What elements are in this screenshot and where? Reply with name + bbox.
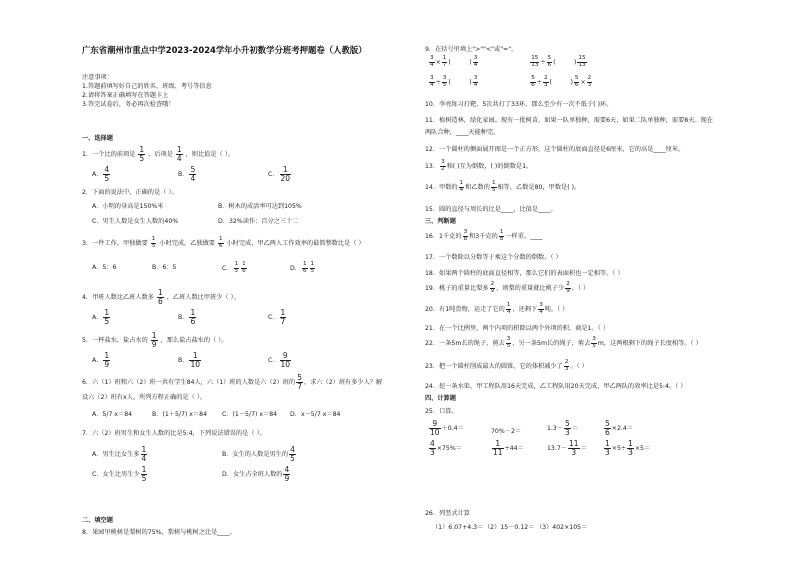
question-8: 8．果园里桃树是梨树的75%，梨树与桃树之比是____。 [82,529,236,536]
question-6: 6．六（1）班和六（2）班一共有学生84人，六（1）班的人数是六（2）班的 $\frac{5}{7}$ ，求六（2）班有多少人？解 [82,373,383,391]
option-a: A． $\frac{1}{5}$ [92,308,110,326]
option-c: C．男生人数是女生人数的40% [92,218,179,225]
option-c: C． $\frac{1}{7}$ [268,308,286,326]
option-c: C． $\frac{1}{5}$ $\frac{1}{6}$ [222,261,246,274]
option-c: C． $\frac{9}{10}$ [268,351,291,369]
question-11-line2: 两队合种，____天能种完。 [425,129,500,136]
question-20: 20．有1吨货物，运走了它的 $\frac{1}{4}$ ，还剩下 $\frac{3}{4}$ 吨。（ ） [425,302,569,315]
option-a: A．男生比女生多 $\frac{1}{4}$ [92,445,147,463]
page-title: 广东省潮州市重点中学2023-2024学年小升初数学分班考押题卷（人教版） [82,45,367,55]
option-d: D． $\frac{1}{6}$ $\frac{1}{5}$ [290,261,315,274]
vertical-calc-2: （2）15－0.12＝ [484,524,535,531]
question-7: 7．六（2）班男生和女生人数的比是5:4，下列说法错误的是（ ）。 [82,430,266,437]
vertical-calc-1: （1）6.07+4.3＝ [432,524,484,531]
q1-text: 1．一个比的前项是 [82,151,136,158]
q1-text: ，后项是 [148,151,173,158]
question-1 [82,146,234,162]
mental-calc-4: $\frac{5}{6}$ ×2.4＝ [605,419,633,437]
mental-calc-6: $\frac{1}{11}$ ÷44＝ [493,439,524,457]
notice-item: 3.答完试卷后，务必再次检查哦！ [82,101,175,108]
question-22: 22．一条5m长的绳子，剪去 $\frac{3}{5}$ ，另一条5m长的绳子，剪去 $\frac{3}{5}$ m，这两根剩下的绳子长度相等。（ ） [425,336,702,349]
section-choice: 一、选择题 [82,135,113,142]
question-3: 3．一件工作，甲独做要 $\frac{1}{5}$ 小时完成，乙独做要 $\frac{1}{6}$ 小时完成，甲乙两人工作效率的最简整数比是（ ） [82,236,365,249]
compare-row-2: $\frac{3}{4}$ ÷ $\frac{3}{5}$ ( ) $\frac{3}{4}$ $\frac{5}{6}$ ÷ $\frac{2}{3}$ ( ) $\frac{5}{6}$ × $\frac{2}{3}$ [430,75,592,88]
question-2: 2．下面的说法中，正确的是（ ）。 [82,189,178,196]
question-25: 25．口算。 [425,408,458,415]
option-b: B．树木的成活率可达到105% [218,203,302,210]
option-b: B． $\frac{5}{4}$ [178,165,196,183]
question-10: 10．李亮练习打靶，5次共打了33环，那么至少有一次不低于( )环。 [425,101,613,108]
question-9: 9．在括号里填上">""<"或"="。 [425,46,518,53]
question-12: 12．一个圆柱的侧面展开图是一个正方形，这个圆柱的底面直径是6厘米，它的高是____厘米。 [425,146,685,153]
compare-row-1: $\frac{3}{4}$ × $\frac{1}{7}$ ( ) $\frac{3}{4}$ $\frac{15}{13}$ ÷ $\frac{5}{6}$ ( ) $\frac{15}{13}$ [430,55,586,68]
question-23: 23．把一个圆柱削成最大的圆锥，它的体积减少了 $\frac{2}{3}$ 。（ ） [425,359,588,372]
mental-calc-7: 13.7－ $\frac{11}{3}$ ＝ [547,439,587,457]
option-a: A． $\frac{4}{5}$ [92,165,110,183]
option-a: A．小明的身高是150%米 [92,203,164,210]
option-a: A．5/7 x＝84 [92,411,133,418]
option-b: B．女生的人数是男生的 $\frac{4}{5}$ [222,445,295,463]
option-a: A．5：6 [92,264,117,271]
question-15: 15．圆的直径与周长的比是____，比值是____。 [425,206,557,213]
option-c: C． $\frac{1}{20}$ [268,165,291,183]
option-c: C．女生比男生少 $\frac{1}{5}$ [92,465,147,483]
question-26: 26．列竖式计算 [425,510,470,517]
question-4: 4．甲班人数比乙班人数多 $\frac{1}{6}$ ，乙班人数比甲班少（ ）。 [82,288,240,306]
fraction: $\frac{1}{5}$ [139,145,145,163]
section-calc: 四、计算题 [425,395,456,402]
question-14: 14．甲数的 $\frac{1}{4}$ 和乙数的 $\frac{1}{5}$ 相等，乙数是80，甲数是( )。 [425,180,581,193]
option-d: D．x－5/7 x＝84 [290,411,341,418]
mental-calc-2: 70%－2＝ [491,428,522,435]
question-5: 5．一杯盐水，盐占水的 $\frac{1}{9}$ ，那么盐占盐水的（ ）。 [82,331,228,349]
question-19: 19．桃子的重量比梨多 $\frac{2}{9}$ ，则梨的重量就比桃子少 $\frac{2}{9}$ 。（ ） [425,281,590,294]
vertical-calc-3: （3）402×105＝ [536,524,588,531]
fraction: $\frac{1}{4}$ [176,145,182,163]
question-24: 24．挖一条水渠，甲工程队用16天完成，乙工程队用20天完成，甲乙两队的效率比是5:4。（ ） [425,383,687,390]
question-16: 16．1千克的 $\frac{3}{8}$ 和3千克的 $\frac{1}{8}$ 一样重。____ [425,229,543,242]
question-11: 11．植树造林，绿化家园。现有一批树苗，如果一队单独种，需要6天，如果二队单独种，需要8天。现在 [425,117,713,124]
option-d: D．32%读作：百分之三十二 [218,218,299,225]
question-6-line2: 设六（2）班有x人。所列方程正确的是（ ）。 [82,394,207,401]
option-d: D．女生占全班人数的 $\frac{4}{9}$ [222,465,290,483]
option-b: B．(1＋5/7) x＝84 [152,411,208,418]
option-b: B． $\frac{1}{10}$ [178,351,200,369]
question-18: 18．如果两个圆柱的底面直径相等，那么它们的表面积也一定相等。（ ） [425,270,624,277]
option-b: B． $\frac{1}{6}$ [178,308,196,326]
section-fill: 二、填空题 [82,517,113,524]
section-judge: 三、判断题 [425,218,456,225]
option-b: B．6：5 [152,264,177,271]
mental-calc-8: $\frac{1}{3}$ ×5÷ $\frac{1}{3}$ ×5＝ [605,439,651,457]
notice-item: 2.请将答案正确填写在答题卡上 [82,92,169,99]
mental-calc-5: $\frac{4}{3}$ ×75%＝ [430,439,462,457]
option-c: C．(1－5/7) x＝84 [222,411,278,418]
mental-calc-1: $\frac{9}{10}$ ＋0.4＝ [430,419,464,437]
question-13: 13． $\frac{3}{2}$ 和( )互为倒数，( )的倒数是1。 [425,159,533,172]
option-a: A． $\frac{1}{9}$ [92,351,110,369]
q1-text: ，则比值是（ ）。 [185,151,234,158]
question-21: 21．在一个比例里，两个内项的积除以两个外项的积，商是1。（ ） [425,325,609,332]
mental-calc-3: 1.3－ $\frac{5}{3}$ ＝ [547,419,578,437]
notice-item: 1.答题前填写好自己的姓名、班级、考号等信息 [82,83,212,90]
notice-heading: 注意事项： [82,74,113,81]
question-17: 17．一个数除以分数等于乘这个分数的倒数。（ ） [425,254,562,261]
